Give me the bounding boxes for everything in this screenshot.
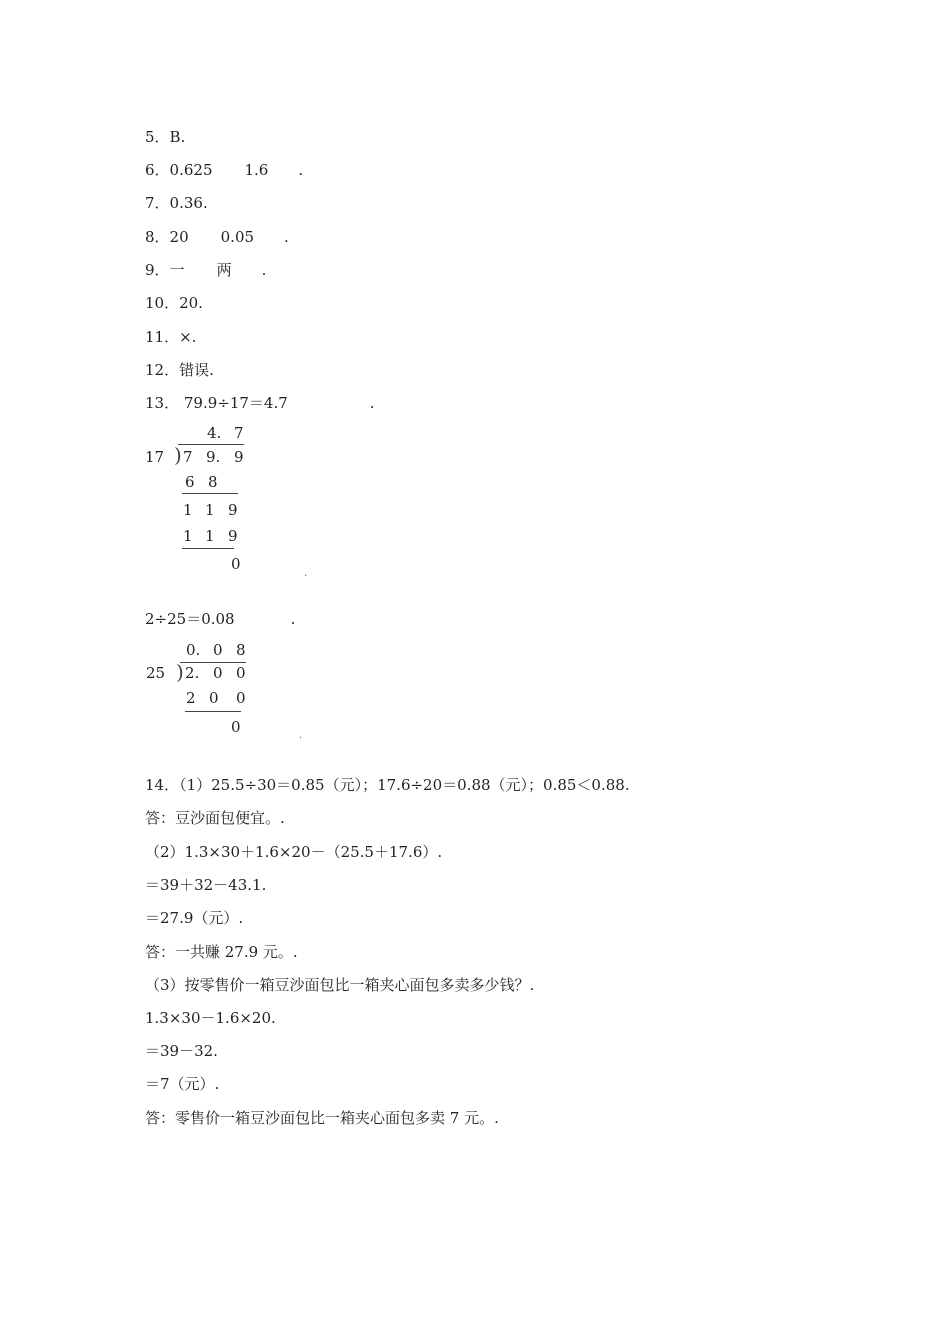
quotient-digit: 4. bbox=[207, 424, 222, 442]
q14-line: 答：一共赚 27.9 元。. bbox=[145, 943, 298, 961]
dividend-digit: 7 bbox=[183, 448, 193, 466]
answer-5: 5．B. bbox=[145, 128, 186, 146]
answer-9: 9．一 两 . bbox=[145, 261, 267, 279]
step-digit: 0 bbox=[236, 689, 246, 707]
answer-8: 8．20 0.05 . bbox=[145, 228, 289, 246]
q14-line: ＝27.9（元）. bbox=[145, 909, 244, 927]
divisor: 25 bbox=[146, 664, 166, 682]
q14-line: 答：豆沙面包便宜。. bbox=[145, 809, 285, 827]
equation-2: 2÷25＝0.08 . bbox=[145, 610, 296, 628]
dividend-digit: 9. bbox=[206, 448, 221, 466]
q14-line: 14．（1）25.5÷30＝0.85（元）；17.6÷20＝0.88（元）；0.85＜0.88. bbox=[145, 776, 630, 794]
q14-line: 1.3×30－1.6×20. bbox=[145, 1009, 276, 1027]
answer-6: 6．0.625 1.6 . bbox=[145, 161, 304, 179]
step-digit: 8 bbox=[208, 473, 218, 491]
dividend-digit: 0 bbox=[213, 664, 223, 682]
step-digit: 0 bbox=[209, 689, 219, 707]
division-bar bbox=[178, 444, 244, 445]
q14-line: ＝39－32. bbox=[145, 1042, 218, 1060]
dividend-digit: 9 bbox=[234, 448, 244, 466]
step-digit: 1 bbox=[205, 527, 215, 545]
answer-11: 11．×. bbox=[145, 328, 197, 346]
step-digit: 2 bbox=[186, 689, 196, 707]
quotient-digit: 8 bbox=[236, 641, 246, 659]
dividend-digit: 0 bbox=[236, 664, 246, 682]
subtraction-line bbox=[182, 548, 234, 549]
step-digit: 6 bbox=[185, 473, 195, 491]
trailing-mark: . bbox=[304, 568, 308, 579]
step-digit: 1 bbox=[205, 501, 215, 519]
q14-line: 答：零售价一箱豆沙面包比一箱夹心面包多卖 7 元。. bbox=[145, 1109, 499, 1127]
q14-line: （3）按零售价一箱豆沙面包比一箱夹心面包多卖多少钱？. bbox=[145, 976, 535, 994]
remainder: 0 bbox=[231, 718, 241, 736]
answer-13: 13． 79.9÷17＝4.7 . bbox=[145, 394, 375, 412]
step-digit: 1 bbox=[183, 527, 193, 545]
answer-7: 7．0.36. bbox=[145, 194, 208, 212]
remainder: 0 bbox=[231, 555, 241, 573]
trailing-mark: . bbox=[299, 730, 303, 741]
q14-line: ＝7（元）. bbox=[145, 1075, 220, 1093]
q14-line: （2）1.3×30＋1.6×20－（25.5＋17.6）. bbox=[145, 843, 443, 861]
answer-12: 12．错误. bbox=[145, 361, 214, 379]
quotient-digit: 0 bbox=[213, 641, 223, 659]
division-bracket: ) bbox=[174, 443, 182, 467]
step-digit: 9 bbox=[228, 527, 238, 545]
q14-line: ＝39＋32－43.1. bbox=[145, 876, 267, 894]
step-digit: 9 bbox=[228, 501, 238, 519]
subtraction-line bbox=[182, 493, 238, 494]
division-bracket: ) bbox=[176, 660, 184, 684]
answer-10: 10．20. bbox=[145, 294, 203, 312]
quotient-digit: 0. bbox=[186, 641, 201, 659]
quotient-digit: 7 bbox=[234, 424, 244, 442]
step-digit: 1 bbox=[183, 501, 193, 519]
subtraction-line bbox=[185, 711, 241, 712]
dividend-digit: 2. bbox=[185, 664, 200, 682]
divisor: 17 bbox=[145, 448, 165, 466]
